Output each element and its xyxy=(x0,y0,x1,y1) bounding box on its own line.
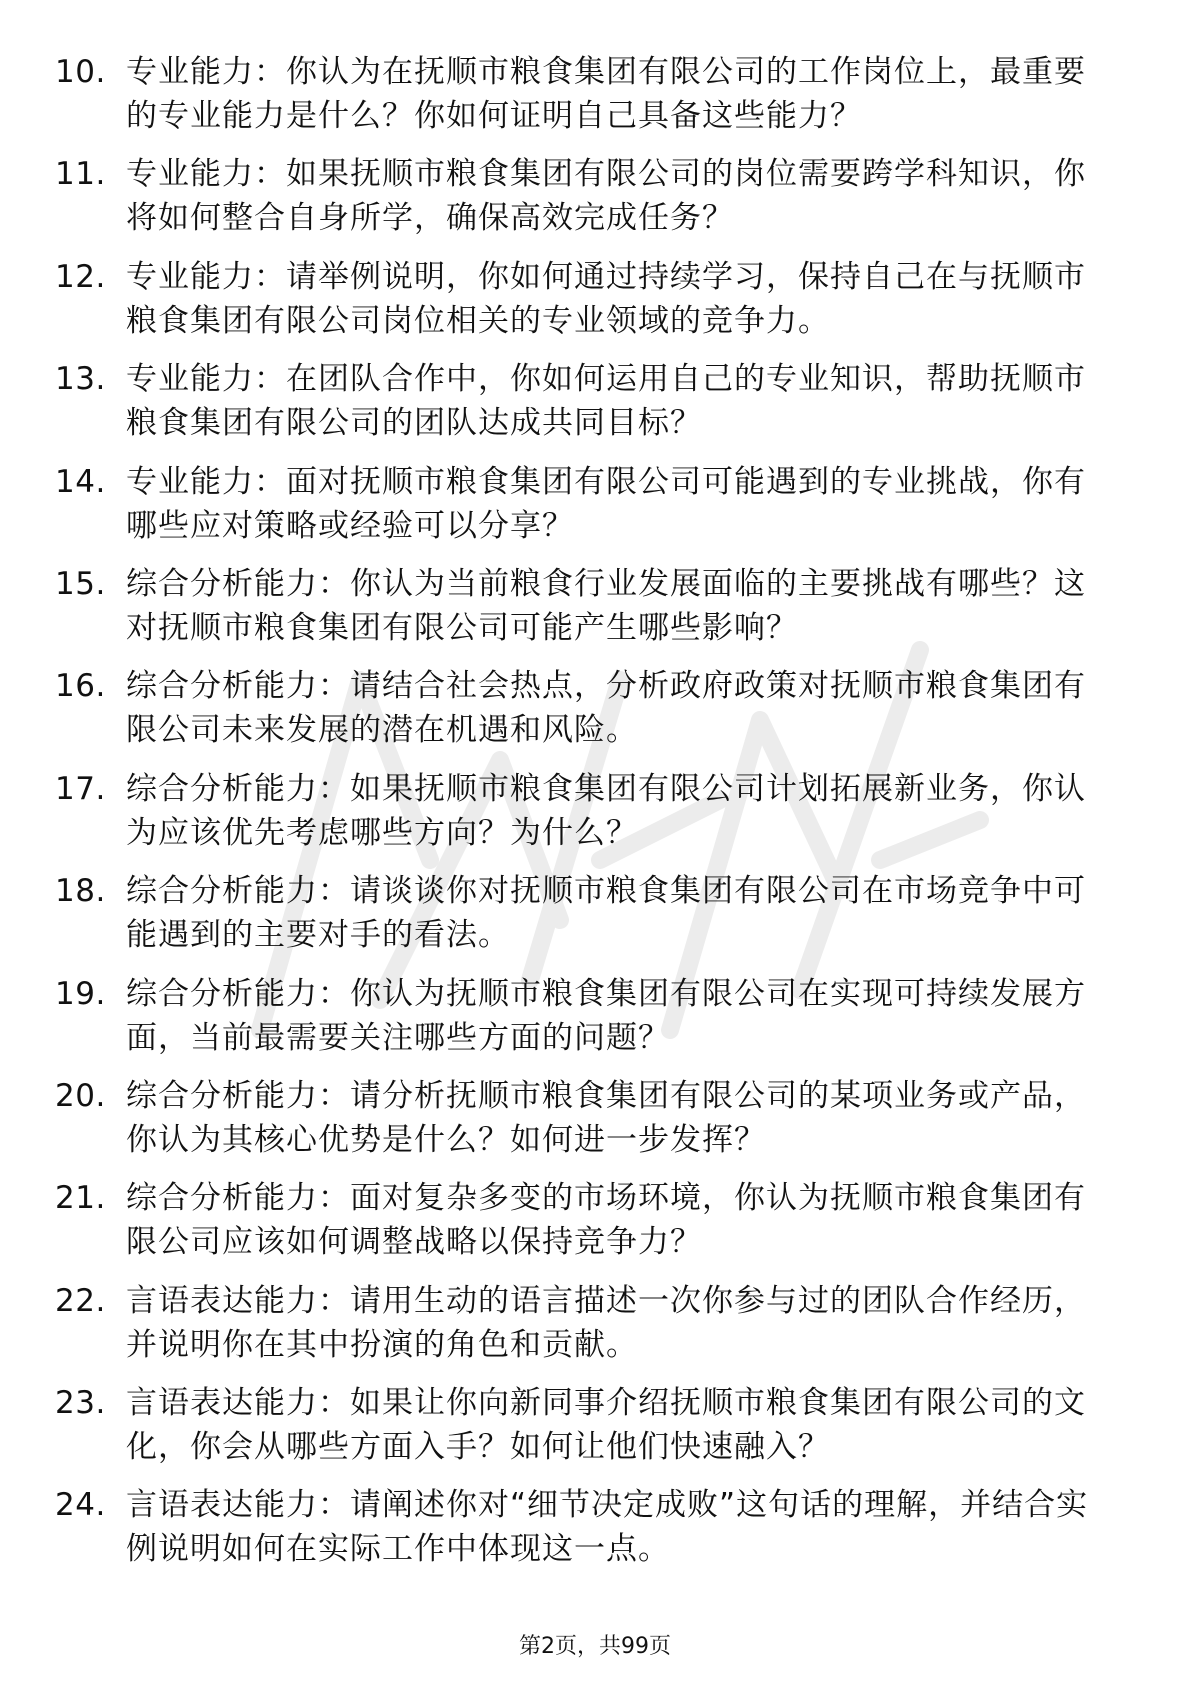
question-number: 12. xyxy=(55,258,106,295)
question-number: 14. xyxy=(55,463,106,500)
question-item xyxy=(0,1176,1190,1278)
question-number: 13. xyxy=(55,361,106,398)
question-number: 10. xyxy=(55,54,106,90)
question-number: 17. xyxy=(55,770,106,807)
question-list xyxy=(0,50,1190,1586)
question-text: 专业能力：在团队合作中，你如何运用自己的专业知识，帮助抚顺市粮食集团有限公司的团队达成共同目标？ xyxy=(126,361,1086,442)
question-number: 24. xyxy=(55,1487,106,1524)
question-number: 23. xyxy=(55,1385,106,1422)
question-text: 综合分析能力：请分析抚顺市粮食集团有限公司的某项业务或产品，你认为其核心优势是什么？如何进一步发挥？ xyxy=(126,1077,1086,1158)
question-item xyxy=(0,1074,1190,1176)
question-text: 综合分析能力：面对复杂多变的市场环境，你认为抚顺市粮食集团有限公司应该如何调整战略以保持竞争力？ xyxy=(126,1180,1086,1261)
question-text: 综合分析能力：你认为当前粮食行业发展面临的主要挑战有哪些？这对抚顺市粮食集团有限公司可能产生哪些影响？ xyxy=(126,565,1086,646)
question-text: 综合分析能力：如果抚顺市粮食集团有限公司计划拓展新业务，你认为应该优先考虑哪些方向？为什么？ xyxy=(126,770,1086,851)
question-number: 22. xyxy=(55,1282,106,1319)
question-text: 专业能力：请举例说明，你如何通过持续学习，保持自己在与抚顺市粮食集团有限公司岗位相关的专业领域的竞争力。 xyxy=(126,258,1086,339)
question-item xyxy=(0,664,1190,766)
question-number: 19. xyxy=(55,975,106,1012)
question-text: 综合分析能力：请结合社会热点，分析政府政策对抚顺市粮食集团有限公司未来发展的潜在机遇和风险。 xyxy=(126,668,1086,749)
question-item xyxy=(0,460,1190,562)
question-number: 21. xyxy=(55,1180,106,1217)
question-number: 20. xyxy=(55,1077,106,1114)
question-text: 专业能力：如果抚顺市粮食集团有限公司的岗位需要跨学科知识，你将如何整合自身所学，确保高效完成任务？ xyxy=(126,156,1086,237)
question-item xyxy=(0,1279,1190,1381)
question-text: 综合分析能力：请谈谈你对抚顺市粮食集团有限公司在市场竞争中可能遇到的主要对手的看法。 xyxy=(126,873,1086,954)
question-item xyxy=(0,1483,1190,1585)
question-item xyxy=(0,357,1190,459)
question-item xyxy=(0,50,1190,152)
question-item xyxy=(0,972,1190,1074)
question-item xyxy=(0,869,1190,971)
question-item xyxy=(0,152,1190,254)
question-text: 专业能力：你认为在抚顺市粮食集团有限公司的工作岗位上，最重要的专业能力是什么？你如何证明自己具备这些能力？ xyxy=(126,54,1086,134)
question-text: 言语表达能力：如果让你向新同事介绍抚顺市粮食集团有限公司的文化，你会从哪些方面入手？如何让他们快速融入？ xyxy=(126,1385,1086,1466)
question-number: 16. xyxy=(55,668,106,705)
question-text: 专业能力：面对抚顺市粮食集团有限公司可能遇到的专业挑战，你有哪些应对策略或经验可以分享？ xyxy=(126,463,1086,544)
question-item xyxy=(0,562,1190,664)
page-number: 第2页，共99页 xyxy=(519,1634,671,1659)
question-item xyxy=(0,255,1190,357)
question-text: 言语表达能力：请阐述你对“细节决定成败”这句话的理解，并结合实例说明如何在实际工作中体现这一点。 xyxy=(126,1487,1089,1568)
question-text: 言语表达能力：请用生动的语言描述一次你参与过的团队合作经历，并说明你在其中扮演的角色和贡献。 xyxy=(126,1282,1086,1363)
question-item xyxy=(0,1381,1190,1483)
question-text: 综合分析能力：你认为抚顺市粮食集团有限公司在实现可持续发展方面，当前最需要关注哪些方面的问题？ xyxy=(126,975,1086,1056)
question-number: 18. xyxy=(55,873,106,910)
question-item xyxy=(0,767,1190,869)
question-number: 15. xyxy=(55,565,106,602)
question-number: 11. xyxy=(55,156,106,193)
